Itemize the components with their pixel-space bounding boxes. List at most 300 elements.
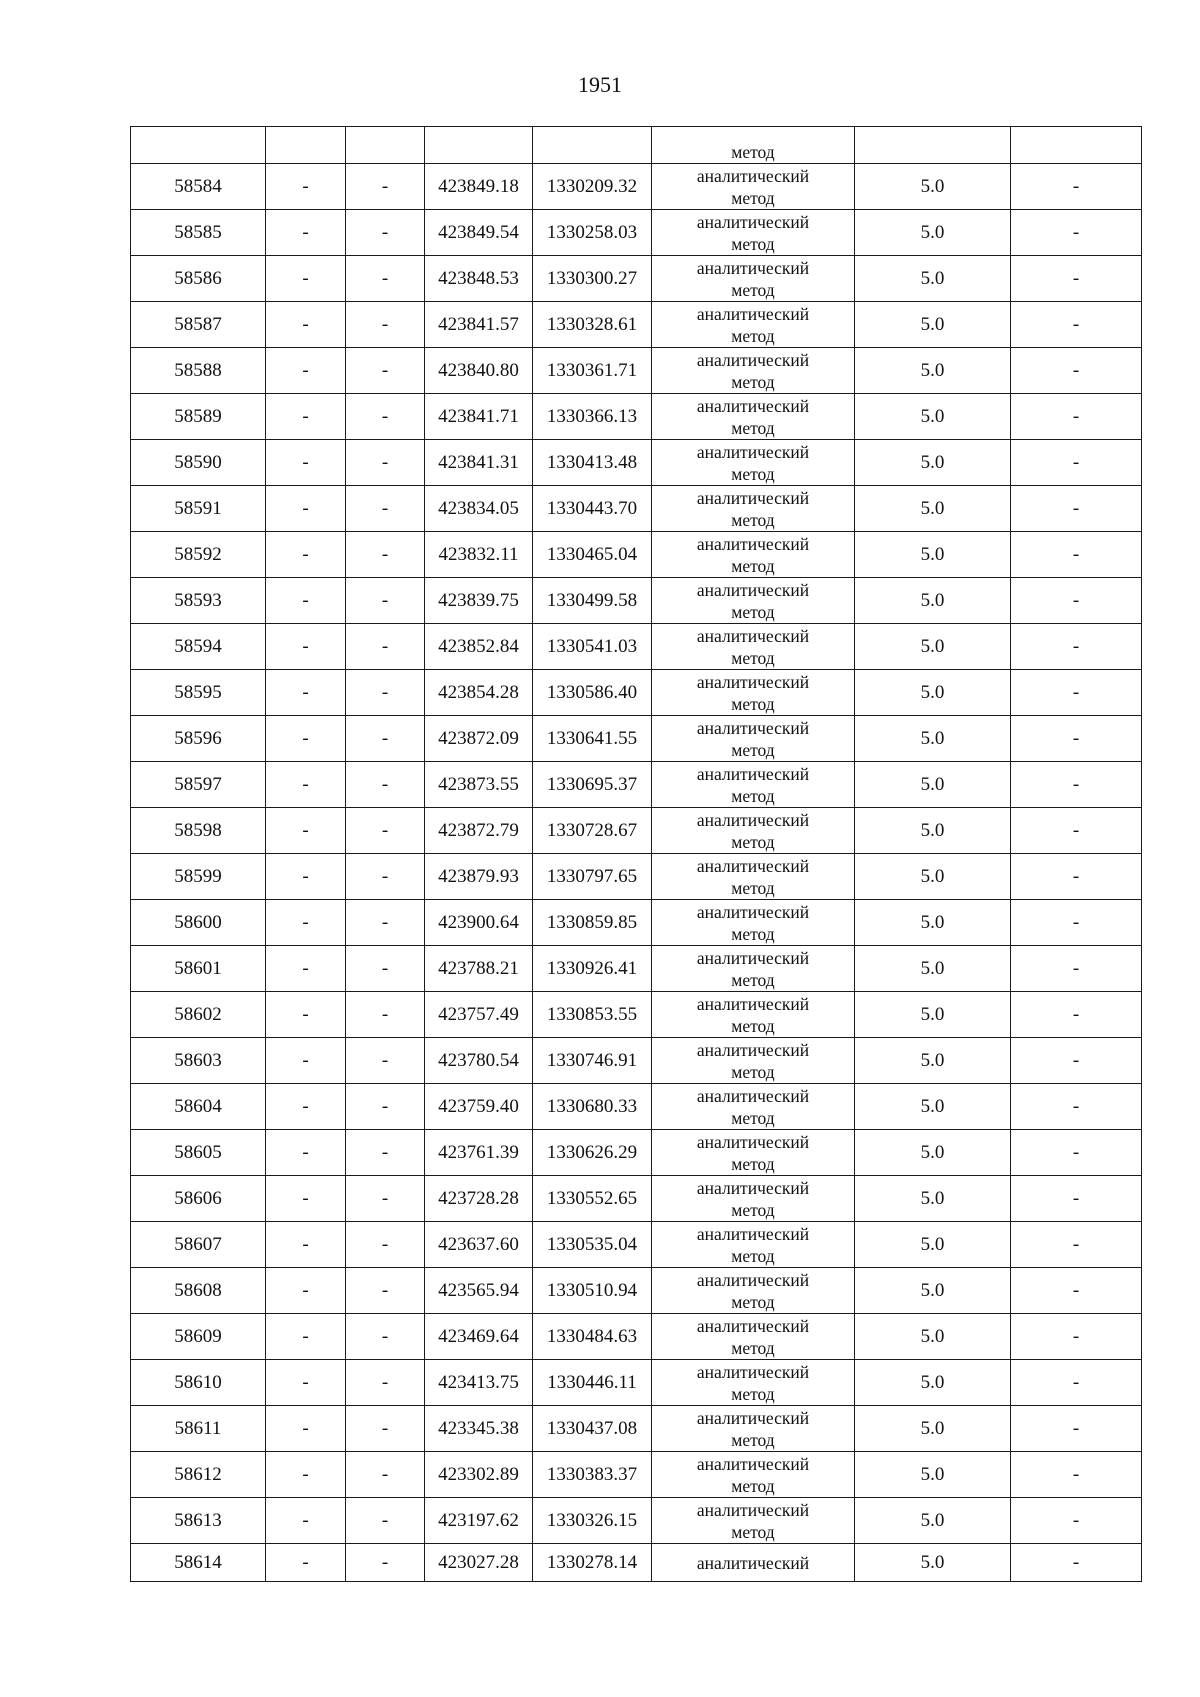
method-text: метод <box>731 1015 775 1036</box>
dash-cell: - <box>266 1084 346 1130</box>
method-text: аналитический <box>696 763 810 784</box>
method-cell <box>652 348 855 394</box>
accuracy-cell: 5.0 <box>855 1452 1011 1498</box>
method-text: аналитический <box>696 993 810 1014</box>
y-coordinate-cell: 1330446.11 <box>533 1360 652 1406</box>
dash-cell: - <box>346 256 425 302</box>
method-text: метод <box>731 371 775 392</box>
point-number-cell: 58598 <box>131 808 266 854</box>
method-text: метод <box>731 693 775 714</box>
dash-cell: - <box>346 164 425 210</box>
dash-cell: - <box>1011 670 1142 716</box>
dash-cell: - <box>346 1544 425 1582</box>
x-coordinate-cell: 423197.62 <box>425 1498 533 1544</box>
method-text: аналитический <box>696 349 810 370</box>
method-text: аналитический <box>696 1039 810 1060</box>
table-row <box>131 164 1142 210</box>
point-number-cell: 58595 <box>131 670 266 716</box>
accuracy-cell: 5.0 <box>855 1544 1011 1582</box>
accuracy-cell: 5.0 <box>855 532 1011 578</box>
dash-cell: - <box>346 670 425 716</box>
dash-cell: - <box>266 1222 346 1268</box>
method-text: метод <box>731 1199 775 1220</box>
x-coordinate-cell: 423840.80 <box>425 348 533 394</box>
accuracy-cell: 5.0 <box>855 164 1011 210</box>
table-row <box>131 440 1142 486</box>
method-text: аналитический <box>696 211 810 232</box>
dash-cell: - <box>1011 348 1142 394</box>
dash-cell: - <box>1011 762 1142 808</box>
x-coordinate-cell: 423759.40 <box>425 1084 533 1130</box>
method-cell <box>652 670 855 716</box>
table-row <box>131 256 1142 302</box>
y-coordinate-cell: 1330641.55 <box>533 716 652 762</box>
table-row <box>131 1084 1142 1130</box>
table-row <box>131 1268 1142 1314</box>
x-coordinate-cell: 423761.39 <box>425 1130 533 1176</box>
accuracy-cell: 5.0 <box>855 1406 1011 1452</box>
dash-cell: - <box>266 762 346 808</box>
method-text: метод <box>731 877 775 898</box>
method-cell <box>652 256 855 302</box>
y-coordinate-cell: 1330278.14 <box>533 1544 652 1582</box>
x-coordinate-cell: 423900.64 <box>425 900 533 946</box>
dash-cell: - <box>266 1406 346 1452</box>
method-text: метод <box>731 831 775 852</box>
table-cell <box>533 127 652 164</box>
method-text: аналитический <box>696 717 810 738</box>
table-row <box>131 762 1142 808</box>
method-cell <box>652 946 855 992</box>
x-coordinate-cell: 423728.28 <box>425 1176 533 1222</box>
dash-cell: - <box>346 900 425 946</box>
y-coordinate-cell: 1330326.15 <box>533 1498 652 1544</box>
table-row <box>131 670 1142 716</box>
dash-cell: - <box>266 716 346 762</box>
accuracy-cell: 5.0 <box>855 348 1011 394</box>
dash-cell: - <box>346 1360 425 1406</box>
table-row <box>131 1038 1142 1084</box>
method-text: аналитический <box>696 1315 810 1336</box>
dash-cell: - <box>1011 1360 1142 1406</box>
method-text: метод <box>731 279 775 300</box>
point-number-cell: 58599 <box>131 854 266 900</box>
table-row <box>131 854 1142 900</box>
dash-cell: - <box>1011 900 1142 946</box>
method-text: аналитический <box>696 1552 810 1573</box>
x-coordinate-cell: 423637.60 <box>425 1222 533 1268</box>
method-cell <box>652 854 855 900</box>
dash-cell: - <box>1011 1176 1142 1222</box>
table-cell <box>855 127 1011 164</box>
dash-cell: - <box>346 440 425 486</box>
method-text: аналитический <box>696 1269 810 1290</box>
y-coordinate-cell: 1330465.04 <box>533 532 652 578</box>
dash-cell: - <box>266 394 346 440</box>
dash-cell: - <box>346 1222 425 1268</box>
x-coordinate-cell: 423841.71 <box>425 394 533 440</box>
method-cell <box>652 1084 855 1130</box>
point-number-cell: 58608 <box>131 1268 266 1314</box>
dash-cell: - <box>346 716 425 762</box>
accuracy-cell: 5.0 <box>855 762 1011 808</box>
point-number-cell: 58613 <box>131 1498 266 1544</box>
method-cell <box>652 1130 855 1176</box>
method-text: аналитический <box>696 625 810 646</box>
method-text: аналитический <box>696 1223 810 1244</box>
x-coordinate-cell: 423873.55 <box>425 762 533 808</box>
dash-cell: - <box>346 1406 425 1452</box>
method-text: аналитический <box>696 855 810 876</box>
dash-cell: - <box>1011 486 1142 532</box>
point-number-cell: 58593 <box>131 578 266 624</box>
method-cell <box>652 578 855 624</box>
method-cell <box>652 808 855 854</box>
point-number-cell: 58588 <box>131 348 266 394</box>
dash-cell: - <box>346 992 425 1038</box>
dash-cell: - <box>346 854 425 900</box>
dash-cell: - <box>266 900 346 946</box>
method-text: метод <box>731 233 775 254</box>
x-coordinate-cell: 423757.49 <box>425 992 533 1038</box>
accuracy-cell: 5.0 <box>855 808 1011 854</box>
x-coordinate-cell: 423780.54 <box>425 1038 533 1084</box>
method-cell <box>652 1222 855 1268</box>
dash-cell: - <box>266 486 346 532</box>
method-text: метод <box>731 509 775 530</box>
accuracy-cell: 5.0 <box>855 256 1011 302</box>
point-number-cell: 58602 <box>131 992 266 1038</box>
method-text: аналитический <box>696 1177 810 1198</box>
method-cell <box>652 1314 855 1360</box>
accuracy-cell: 5.0 <box>855 578 1011 624</box>
dash-cell: - <box>266 670 346 716</box>
table-row <box>131 1130 1142 1176</box>
dash-cell: - <box>1011 946 1142 992</box>
point-number-cell: 58610 <box>131 1360 266 1406</box>
y-coordinate-cell: 1330413.48 <box>533 440 652 486</box>
method-text: аналитический <box>696 487 810 508</box>
page-number: 1951 <box>578 72 622 97</box>
dash-cell: - <box>346 532 425 578</box>
y-coordinate-cell: 1330484.63 <box>533 1314 652 1360</box>
y-coordinate-cell: 1330383.37 <box>533 1452 652 1498</box>
dash-cell: - <box>266 1544 346 1582</box>
x-coordinate-cell: 423872.79 <box>425 808 533 854</box>
point-number-cell: 58604 <box>131 1084 266 1130</box>
x-coordinate-cell: 423345.38 <box>425 1406 533 1452</box>
x-coordinate-cell: 423849.54 <box>425 210 533 256</box>
x-coordinate-cell: 423879.93 <box>425 854 533 900</box>
method-text: аналитический <box>696 809 810 830</box>
dash-cell: - <box>1011 854 1142 900</box>
method-text: аналитический <box>696 533 810 554</box>
x-coordinate-cell: 423841.57 <box>425 302 533 348</box>
method-text: метод <box>731 1107 775 1128</box>
method-cell <box>652 1360 855 1406</box>
table-body <box>131 127 1142 1582</box>
x-coordinate-cell: 423849.18 <box>425 164 533 210</box>
dash-cell: - <box>266 164 346 210</box>
accuracy-cell: 5.0 <box>855 1268 1011 1314</box>
dash-cell: - <box>346 210 425 256</box>
method-cell <box>652 1268 855 1314</box>
dash-cell: - <box>1011 210 1142 256</box>
accuracy-cell: 5.0 <box>855 486 1011 532</box>
method-text: метод <box>731 1153 775 1174</box>
dash-cell: - <box>266 256 346 302</box>
y-coordinate-cell: 1330300.27 <box>533 256 652 302</box>
table-row <box>131 716 1142 762</box>
method-text: аналитический <box>696 1499 810 1520</box>
table-row <box>131 348 1142 394</box>
x-coordinate-cell: 423854.28 <box>425 670 533 716</box>
dash-cell: - <box>266 578 346 624</box>
method-cell <box>652 394 855 440</box>
table-row <box>131 210 1142 256</box>
method-text: аналитический <box>696 441 810 462</box>
point-number-cell: 58606 <box>131 1176 266 1222</box>
method-cell <box>652 1452 855 1498</box>
method-text: аналитический <box>696 901 810 922</box>
method-text: метод <box>731 1383 775 1404</box>
method-cell <box>652 762 855 808</box>
dash-cell: - <box>266 210 346 256</box>
method-text: метод <box>731 969 775 990</box>
dash-cell: - <box>266 1360 346 1406</box>
dash-cell: - <box>266 302 346 348</box>
dash-cell: - <box>346 1038 425 1084</box>
dash-cell: - <box>1011 1038 1142 1084</box>
y-coordinate-cell: 1330499.58 <box>533 578 652 624</box>
accuracy-cell: 5.0 <box>855 1314 1011 1360</box>
dash-cell: - <box>1011 716 1142 762</box>
dash-cell: - <box>346 624 425 670</box>
accuracy-cell: 5.0 <box>855 900 1011 946</box>
point-number-cell: 58590 <box>131 440 266 486</box>
method-cell <box>652 716 855 762</box>
dash-cell: - <box>346 486 425 532</box>
x-coordinate-cell: 423839.75 <box>425 578 533 624</box>
accuracy-cell: 5.0 <box>855 302 1011 348</box>
y-coordinate-cell: 1330552.65 <box>533 1176 652 1222</box>
dash-cell: - <box>1011 440 1142 486</box>
dash-cell: - <box>266 1498 346 1544</box>
accuracy-cell: 5.0 <box>855 1038 1011 1084</box>
method-text: метод <box>731 923 775 944</box>
dash-cell: - <box>346 302 425 348</box>
method-text: метод <box>731 1061 775 1082</box>
dash-cell: - <box>346 762 425 808</box>
x-coordinate-cell: 423848.53 <box>425 256 533 302</box>
table-row <box>131 1314 1142 1360</box>
x-coordinate-cell: 423413.75 <box>425 1360 533 1406</box>
y-coordinate-cell: 1330535.04 <box>533 1222 652 1268</box>
x-coordinate-cell: 423788.21 <box>425 946 533 992</box>
point-number-cell: 58587 <box>131 302 266 348</box>
x-coordinate-cell: 423027.28 <box>425 1544 533 1582</box>
accuracy-cell: 5.0 <box>855 854 1011 900</box>
point-number-cell: 58589 <box>131 394 266 440</box>
point-number-cell: 58611 <box>131 1406 266 1452</box>
point-number-cell: 58612 <box>131 1452 266 1498</box>
point-number-cell: 58591 <box>131 486 266 532</box>
y-coordinate-cell: 1330258.03 <box>533 210 652 256</box>
accuracy-cell: 5.0 <box>855 716 1011 762</box>
point-number-cell: 58605 <box>131 1130 266 1176</box>
table-row <box>131 394 1142 440</box>
dash-cell: - <box>266 1452 346 1498</box>
dash-cell: - <box>346 348 425 394</box>
method-cell <box>652 1498 855 1544</box>
accuracy-cell: 5.0 <box>855 1084 1011 1130</box>
method-cell <box>652 992 855 1038</box>
dash-cell: - <box>266 532 346 578</box>
method-cell <box>652 127 855 164</box>
method-text: аналитический <box>696 947 810 968</box>
method-cell <box>652 1038 855 1084</box>
x-coordinate-cell: 423872.09 <box>425 716 533 762</box>
point-number-cell: 58609 <box>131 1314 266 1360</box>
coordinates-table <box>130 126 1142 1582</box>
dash-cell: - <box>1011 1084 1142 1130</box>
table-row <box>131 624 1142 670</box>
y-coordinate-cell: 1330437.08 <box>533 1406 652 1452</box>
dash-cell: - <box>266 1268 346 1314</box>
method-cell <box>652 532 855 578</box>
y-coordinate-cell: 1330926.41 <box>533 946 652 992</box>
dash-cell: - <box>1011 532 1142 578</box>
table-row <box>131 1544 1142 1582</box>
table-cell <box>1011 127 1142 164</box>
point-number-cell: 58614 <box>131 1544 266 1582</box>
point-number-cell: 58594 <box>131 624 266 670</box>
accuracy-cell: 5.0 <box>855 1176 1011 1222</box>
point-number-cell: 58597 <box>131 762 266 808</box>
point-number-cell: 58584 <box>131 164 266 210</box>
method-text: аналитический <box>696 671 810 692</box>
method-cell <box>652 900 855 946</box>
table-row <box>131 486 1142 532</box>
point-number-cell: 58603 <box>131 1038 266 1084</box>
y-coordinate-cell: 1330626.29 <box>533 1130 652 1176</box>
accuracy-cell: 5.0 <box>855 1360 1011 1406</box>
y-coordinate-cell: 1330680.33 <box>533 1084 652 1130</box>
dash-cell: - <box>346 578 425 624</box>
dash-cell: - <box>346 1452 425 1498</box>
method-text: метод <box>731 1245 775 1266</box>
method-text: метод <box>731 463 775 484</box>
dash-cell: - <box>1011 164 1142 210</box>
method-cell <box>652 1176 855 1222</box>
table-cell <box>266 127 346 164</box>
table-cell <box>346 127 425 164</box>
y-coordinate-cell: 1330859.85 <box>533 900 652 946</box>
method-cell <box>652 1406 855 1452</box>
table-row <box>131 808 1142 854</box>
method-text: аналитический <box>696 1361 810 1382</box>
method-text: аналитический <box>696 303 810 324</box>
accuracy-cell: 5.0 <box>855 1222 1011 1268</box>
y-coordinate-cell: 1330510.94 <box>533 1268 652 1314</box>
method-text: метод <box>731 601 775 622</box>
method-text: метод <box>731 1291 775 1312</box>
table-row <box>131 578 1142 624</box>
y-coordinate-cell: 1330853.55 <box>533 992 652 1038</box>
y-coordinate-cell: 1330361.71 <box>533 348 652 394</box>
dash-cell: - <box>1011 578 1142 624</box>
method-text: метод <box>731 647 775 668</box>
y-coordinate-cell: 1330695.37 <box>533 762 652 808</box>
table-row <box>131 1498 1142 1544</box>
y-coordinate-cell: 1330746.91 <box>533 1038 652 1084</box>
dash-cell: - <box>1011 1268 1142 1314</box>
table-row <box>131 1222 1142 1268</box>
dash-cell: - <box>266 440 346 486</box>
point-number-cell: 58585 <box>131 210 266 256</box>
dash-cell: - <box>346 1130 425 1176</box>
dash-cell: - <box>1011 1544 1142 1582</box>
table-row <box>131 946 1142 992</box>
dash-cell: - <box>266 808 346 854</box>
method-text: метод <box>731 739 775 760</box>
method-text: метод <box>731 417 775 438</box>
dash-cell: - <box>346 1268 425 1314</box>
continuation-row <box>131 127 1142 164</box>
point-number-cell: 58596 <box>131 716 266 762</box>
point-number-cell: 58592 <box>131 532 266 578</box>
y-coordinate-cell: 1330366.13 <box>533 394 652 440</box>
y-coordinate-cell: 1330209.32 <box>533 164 652 210</box>
x-coordinate-cell: 423565.94 <box>425 1268 533 1314</box>
method-text: аналитический <box>696 165 810 186</box>
dash-cell: - <box>346 946 425 992</box>
dash-cell: - <box>1011 624 1142 670</box>
method-cell <box>652 486 855 532</box>
y-coordinate-cell: 1330328.61 <box>533 302 652 348</box>
point-number-cell: 58601 <box>131 946 266 992</box>
table-row <box>131 302 1142 348</box>
method-text: аналитический <box>696 395 810 416</box>
method-text: метод <box>731 1521 775 1542</box>
accuracy-cell: 5.0 <box>855 210 1011 256</box>
dash-cell: - <box>346 1176 425 1222</box>
table-row <box>131 900 1142 946</box>
table-row <box>131 532 1142 578</box>
y-coordinate-cell: 1330797.65 <box>533 854 652 900</box>
method-cell <box>652 164 855 210</box>
dash-cell: - <box>1011 1222 1142 1268</box>
x-coordinate-cell: 423852.84 <box>425 624 533 670</box>
point-number-cell: 58600 <box>131 900 266 946</box>
accuracy-cell: 5.0 <box>855 670 1011 716</box>
method-text: метод <box>731 187 775 208</box>
dash-cell: - <box>266 854 346 900</box>
table-row <box>131 1452 1142 1498</box>
table-cell <box>425 127 533 164</box>
method-text: метод <box>731 1429 775 1450</box>
dash-cell: - <box>266 992 346 1038</box>
method-text: аналитический <box>696 1131 810 1152</box>
y-coordinate-cell: 1330541.03 <box>533 624 652 670</box>
accuracy-cell: 5.0 <box>855 992 1011 1038</box>
dash-cell: - <box>266 946 346 992</box>
y-coordinate-cell: 1330728.67 <box>533 808 652 854</box>
dash-cell: - <box>1011 808 1142 854</box>
table-row <box>131 992 1142 1038</box>
x-coordinate-cell: 423302.89 <box>425 1452 533 1498</box>
table-row <box>131 1360 1142 1406</box>
